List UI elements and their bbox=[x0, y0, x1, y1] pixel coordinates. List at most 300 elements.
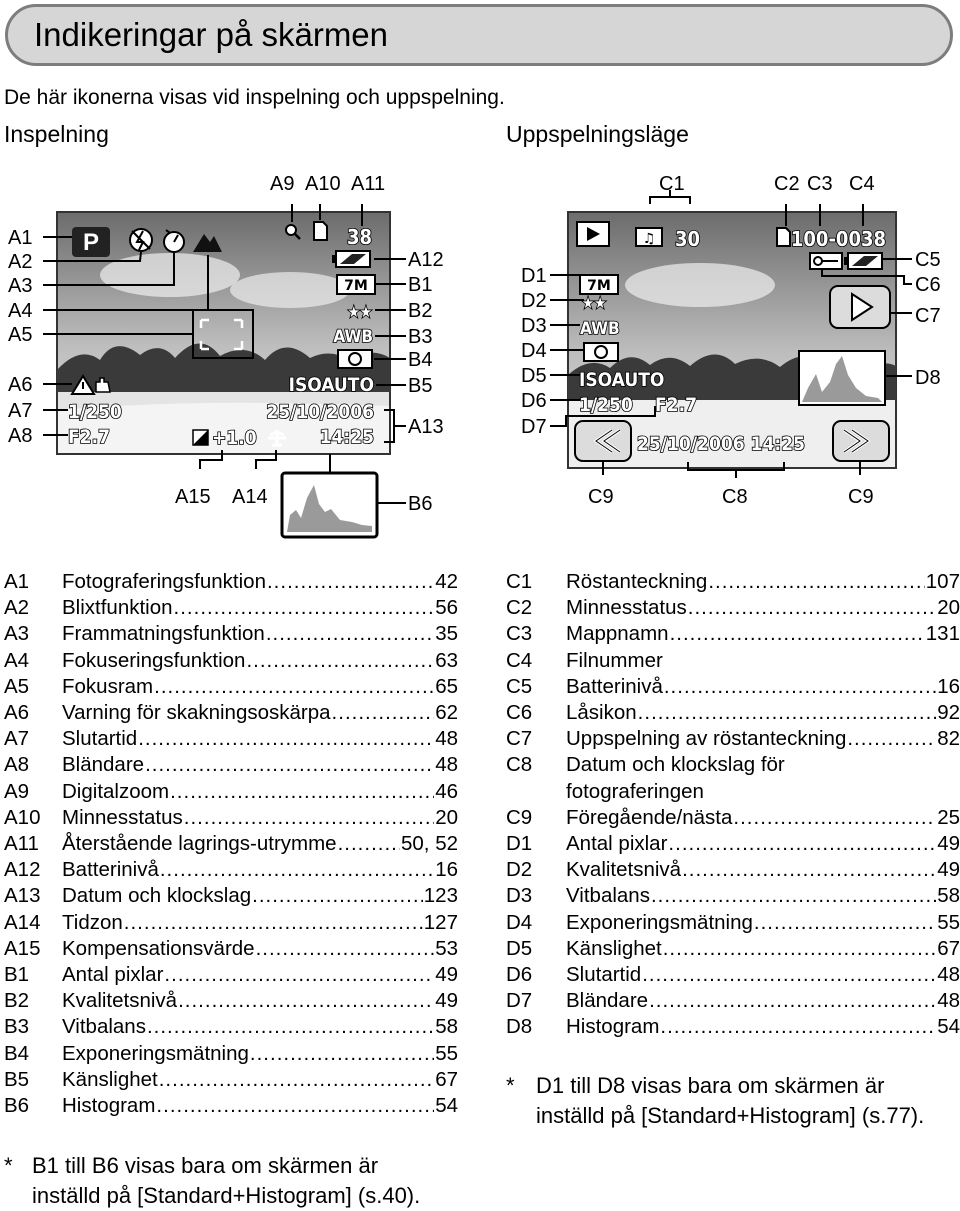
wb-value: AWB bbox=[333, 327, 373, 347]
legend-entry bbox=[62, 831, 458, 857]
legend-name: Varning för skakningsoskärpa bbox=[62, 701, 331, 724]
legend-entry bbox=[62, 569, 458, 595]
note-line: D1 till D8 visas bara om skärmen är bbox=[536, 1073, 885, 1098]
legend-item bbox=[506, 962, 960, 988]
legend-entry bbox=[62, 726, 458, 752]
legend-item bbox=[4, 700, 460, 726]
legend-item bbox=[506, 621, 960, 647]
legend-code: B4 bbox=[4, 1041, 30, 1065]
callout-B4: B4 bbox=[408, 349, 433, 371]
leader-dots bbox=[256, 936, 435, 962]
leader-dots bbox=[160, 857, 434, 883]
legend-code: A10 bbox=[4, 805, 41, 829]
legend-page: 127 bbox=[423, 910, 458, 934]
leader-dots bbox=[708, 569, 924, 595]
leader-dots bbox=[184, 805, 434, 831]
legend-entry bbox=[62, 805, 458, 831]
callout-A8: A8 bbox=[8, 425, 33, 447]
legend-name: Bländare bbox=[62, 753, 145, 777]
callout-A6: A6 bbox=[8, 374, 33, 396]
callout-C7: C7 bbox=[915, 305, 941, 327]
legend-page: 82 bbox=[937, 727, 960, 751]
legend-code: A12 bbox=[4, 858, 41, 882]
callout-A11: A11 bbox=[351, 173, 386, 195]
legend-entry bbox=[566, 857, 960, 883]
legend-name: Slutartid bbox=[566, 963, 642, 986]
callout-A14: A14 bbox=[232, 486, 268, 508]
legend-entry bbox=[566, 831, 960, 857]
leader-dots bbox=[156, 1093, 434, 1119]
legend-name: Batterinivå bbox=[62, 858, 159, 882]
legend-entry bbox=[62, 674, 458, 700]
playback-screen bbox=[521, 173, 941, 508]
legend-name: Fotograferingsfunktion bbox=[62, 570, 266, 593]
callout-A7: A7 bbox=[8, 400, 33, 422]
legend-entry bbox=[566, 595, 960, 621]
legend-entry bbox=[62, 779, 458, 805]
legend-item bbox=[4, 1093, 460, 1119]
leader-dots bbox=[663, 936, 936, 962]
legend-code: A8 bbox=[4, 753, 30, 777]
legend-entry bbox=[62, 752, 458, 778]
legend-name: Kvalitetsnivå bbox=[62, 989, 178, 1013]
section-heading-recording: Inspelning bbox=[4, 121, 109, 147]
legend-code: B1 bbox=[4, 963, 30, 986]
legend-entry bbox=[62, 883, 458, 909]
intro-text: De här ikonerna visas vid inspelning och uppspelning. bbox=[4, 86, 505, 109]
legend-entry bbox=[566, 726, 960, 752]
legend-name: Antal pixlar bbox=[566, 832, 668, 855]
datetime-value-playback: 25/10/2006 14:25 bbox=[637, 433, 805, 455]
legend-code: D3 bbox=[506, 884, 533, 908]
legend-page: 42 bbox=[435, 570, 458, 593]
callout-B3: B3 bbox=[408, 326, 433, 348]
callout-A9: A9 bbox=[270, 173, 295, 195]
legend-page: 67 bbox=[937, 936, 960, 960]
leader-dots bbox=[660, 1014, 936, 1040]
recording-screen bbox=[8, 173, 444, 537]
screen-diagrams bbox=[0, 160, 960, 550]
legend-code: D1 bbox=[506, 832, 533, 855]
legend-name: Röstanteckning bbox=[566, 570, 708, 593]
legend-page: 55 bbox=[435, 1041, 458, 1065]
legend-entry bbox=[62, 857, 458, 883]
leader-dots bbox=[164, 962, 434, 988]
shutter-value-playback: 1/250 bbox=[579, 394, 633, 416]
voice-play-button[interactable] bbox=[830, 286, 890, 328]
leader-dots bbox=[252, 883, 423, 909]
legend-code: C8 bbox=[506, 753, 533, 777]
legend-page: 49 bbox=[435, 989, 458, 1013]
note-line: B1 till B6 visas bara om skärmen är bbox=[32, 1153, 379, 1178]
legend-code: A3 bbox=[4, 622, 30, 646]
legend-page: 46 bbox=[435, 779, 458, 803]
legend-name: Frammatningsfunktion bbox=[62, 622, 265, 646]
callout-A13: A13 bbox=[408, 416, 444, 438]
legend-page: 49 bbox=[937, 832, 960, 855]
flash-off-icon bbox=[130, 229, 152, 251]
legend-page: 92 bbox=[937, 701, 960, 724]
page-title: Indikeringar på skärmen bbox=[34, 16, 389, 53]
legend-code: A1 bbox=[4, 570, 30, 593]
legend-page: 63 bbox=[435, 648, 458, 672]
svg-text:♫: ♫ bbox=[642, 231, 656, 247]
callout-D1: D1 bbox=[521, 265, 547, 287]
legend-code: B6 bbox=[4, 1094, 30, 1117]
ev-comp-icon bbox=[193, 430, 208, 445]
legend-code: A9 bbox=[4, 779, 30, 803]
legend-item bbox=[506, 910, 960, 936]
legend-code: A15 bbox=[4, 936, 41, 960]
legend-item bbox=[506, 726, 960, 752]
aperture-value: F2.7 bbox=[68, 426, 110, 448]
leader-dots bbox=[847, 726, 936, 752]
legend-name: Kvalitetsnivå bbox=[566, 858, 682, 882]
legend-page: 16 bbox=[435, 858, 458, 882]
leader-dots bbox=[124, 910, 423, 936]
leader-dots bbox=[649, 988, 936, 1014]
legend-name: Vitbalans bbox=[62, 1015, 146, 1039]
voice-memo-icon bbox=[636, 228, 662, 247]
legend-name: Blixtfunktion bbox=[62, 596, 173, 620]
legend-name: Slutartid bbox=[62, 727, 138, 751]
time-value: 14:25 bbox=[319, 426, 374, 448]
legend-page: 55 bbox=[937, 910, 960, 934]
legend-name: Exponeringsmätning bbox=[62, 1041, 249, 1065]
leader-dots bbox=[642, 962, 936, 988]
callout-C9-left: C9 bbox=[588, 486, 614, 508]
legend-item bbox=[4, 857, 460, 883]
metering-icon bbox=[338, 350, 372, 368]
legend-name: Minnesstatus bbox=[566, 596, 687, 620]
legend-name: Datum och klockslag bbox=[62, 884, 252, 908]
legend-code: B5 bbox=[4, 1067, 30, 1091]
legend-page: 131 bbox=[925, 622, 960, 646]
legend-name: Bländare bbox=[566, 989, 649, 1013]
legend-item bbox=[4, 962, 460, 988]
note-star: * bbox=[506, 1073, 515, 1098]
callout-D3: D3 bbox=[521, 315, 547, 337]
legend-item bbox=[4, 752, 460, 778]
legend-name: Återstående lagrings-utrymme bbox=[62, 832, 337, 855]
legend-item bbox=[506, 857, 960, 883]
legend-item bbox=[506, 700, 960, 726]
legend-entry bbox=[566, 621, 960, 647]
callout-B1: B1 bbox=[408, 274, 433, 296]
legend-page: 65 bbox=[435, 674, 458, 698]
callout-B2: B2 bbox=[408, 300, 433, 322]
legend-page: 16 bbox=[937, 674, 960, 698]
leader-dots bbox=[246, 648, 434, 674]
legend-entry bbox=[566, 988, 960, 1014]
callout-A4: A4 bbox=[8, 300, 33, 322]
legend-entry bbox=[62, 1067, 458, 1093]
callout-C5: C5 bbox=[915, 249, 941, 271]
shots-remaining-value: 38 bbox=[346, 225, 372, 249]
callout-A5: A5 bbox=[8, 324, 33, 346]
legend-code: D6 bbox=[506, 963, 533, 986]
pixels-value-playback: 7M bbox=[587, 278, 611, 294]
leader-dots bbox=[733, 805, 936, 831]
shooting-mode-label: P bbox=[82, 229, 100, 256]
note-playback bbox=[506, 1071, 956, 1131]
leader-dots bbox=[338, 831, 400, 857]
callout-C9-right: C9 bbox=[848, 486, 874, 508]
legend-entry bbox=[62, 910, 458, 936]
legend-page: 67 bbox=[435, 1067, 458, 1091]
ev-value: +1.0 bbox=[212, 427, 257, 449]
callout-A3: A3 bbox=[8, 275, 33, 297]
leader-dots bbox=[668, 831, 936, 857]
wb-value-playback: AWB bbox=[580, 319, 620, 339]
legend-page: 50, 52 bbox=[401, 832, 458, 855]
leader-dots bbox=[688, 595, 936, 621]
callout-C6: C6 bbox=[915, 274, 941, 296]
leader-dots bbox=[670, 621, 925, 647]
legend-entry bbox=[62, 1041, 458, 1067]
legend-code: A14 bbox=[4, 910, 41, 934]
legend-page: 49 bbox=[937, 858, 960, 882]
legend-entry bbox=[566, 752, 960, 778]
legend-entry bbox=[566, 569, 960, 595]
leader-dots bbox=[147, 1014, 434, 1040]
legend-code: C5 bbox=[506, 674, 533, 698]
legend-code: A7 bbox=[4, 727, 30, 751]
legend-code: D5 bbox=[506, 936, 533, 960]
legend-page: 20 bbox=[435, 805, 458, 829]
legend-code: C3 bbox=[506, 622, 533, 646]
callout-D2: D2 bbox=[521, 290, 547, 312]
pixels-value: 7M bbox=[344, 278, 368, 294]
memory-status-icon bbox=[314, 222, 327, 240]
leader-dots bbox=[682, 857, 936, 883]
legend-page: 53 bbox=[435, 936, 458, 960]
legend-entry bbox=[566, 1014, 960, 1040]
legend-code: B3 bbox=[4, 1015, 30, 1039]
callout-D8: D8 bbox=[915, 367, 941, 389]
memory-status-icon-playback bbox=[777, 228, 790, 246]
legend-entry bbox=[62, 595, 458, 621]
callout-B5: B5 bbox=[408, 375, 433, 397]
legend-item bbox=[4, 988, 460, 1014]
leader-dots bbox=[651, 883, 936, 909]
legend-name: Histogram bbox=[566, 1015, 660, 1039]
legend-code: C1 bbox=[506, 570, 533, 593]
callout-D6: D6 bbox=[521, 390, 547, 412]
legend-item bbox=[4, 648, 460, 674]
legend-code: C4 bbox=[506, 648, 533, 672]
legend-entry bbox=[62, 700, 458, 726]
legend-code: C6 bbox=[506, 701, 533, 724]
legend-item bbox=[4, 595, 460, 621]
legend-page: 56 bbox=[435, 596, 458, 620]
legend-entry bbox=[566, 648, 960, 674]
legend-item bbox=[4, 621, 460, 647]
legend-code: B2 bbox=[4, 989, 30, 1013]
legend-code: A2 bbox=[4, 596, 30, 620]
legend-entry bbox=[62, 988, 458, 1014]
legend-item bbox=[4, 910, 460, 936]
legend-page: 49 bbox=[435, 963, 458, 986]
legend-item bbox=[4, 1014, 460, 1040]
legend-page: 54 bbox=[435, 1094, 458, 1117]
legend-page: 48 bbox=[937, 989, 960, 1013]
legend-item bbox=[506, 752, 960, 778]
callout-D4: D4 bbox=[521, 340, 547, 362]
legend-page: 123 bbox=[423, 884, 458, 908]
metering-icon-playback bbox=[584, 343, 618, 361]
callout-C2: C2 bbox=[774, 173, 800, 195]
legend-page: 54 bbox=[937, 1015, 960, 1039]
legend-item bbox=[506, 595, 960, 621]
legend-name: Fokusram bbox=[62, 674, 154, 698]
legend-code: D7 bbox=[506, 989, 533, 1013]
legend-entry bbox=[566, 805, 960, 831]
legend-right bbox=[506, 569, 960, 1059]
leader-dots bbox=[174, 595, 435, 621]
legend-entry bbox=[62, 648, 458, 674]
date-value: 25/10/2006 bbox=[266, 401, 374, 423]
legend-item bbox=[506, 988, 960, 1014]
legend-page: 58 bbox=[435, 1015, 458, 1039]
callout-A15: A15 bbox=[175, 486, 211, 508]
legend-left bbox=[4, 569, 460, 1129]
leader-dots bbox=[754, 910, 936, 936]
legend-entry bbox=[566, 674, 960, 700]
next-button[interactable] bbox=[833, 421, 889, 461]
battery-level-icon-playback bbox=[844, 253, 882, 269]
leader-dots bbox=[332, 700, 435, 726]
legend-item bbox=[4, 883, 460, 909]
callout-C8: C8 bbox=[722, 486, 748, 508]
title-bar bbox=[5, 4, 953, 66]
leader-dots bbox=[250, 1041, 434, 1067]
callout-C4: C4 bbox=[849, 173, 875, 195]
note-line: inställd på [Standard+Histogram] (s.40). bbox=[32, 1183, 421, 1208]
legend-name: Filnummer bbox=[566, 648, 663, 672]
legend-name: Känslighet bbox=[62, 1067, 158, 1091]
legend-code: A5 bbox=[4, 674, 30, 698]
legend-entry bbox=[62, 621, 458, 647]
callout-C1: C1 bbox=[659, 173, 685, 195]
legend-name: Histogram bbox=[62, 1094, 156, 1117]
legend-entry bbox=[566, 700, 960, 726]
battery-level-icon bbox=[332, 251, 370, 267]
callout-C3: C3 bbox=[807, 173, 833, 195]
legend-entry bbox=[62, 936, 458, 962]
legend-page: 48 bbox=[937, 963, 960, 986]
previous-button[interactable] bbox=[575, 421, 631, 461]
legend-code: A11 bbox=[4, 832, 39, 855]
legend-entry bbox=[566, 883, 960, 909]
play-mode-icon bbox=[577, 222, 609, 246]
legend-item bbox=[4, 831, 460, 857]
legend-entry bbox=[566, 936, 960, 962]
legend-item bbox=[4, 1041, 460, 1067]
legend-entry bbox=[566, 962, 960, 988]
callout-B6: B6 bbox=[408, 493, 433, 515]
legend-item bbox=[506, 674, 960, 700]
legend-item bbox=[4, 726, 460, 752]
legend-name: Minnesstatus bbox=[62, 805, 183, 829]
legend-page: 48 bbox=[435, 753, 458, 777]
legend-entry bbox=[62, 962, 458, 988]
callout-A10: A10 bbox=[305, 173, 341, 195]
quality-value: ★★ bbox=[347, 303, 372, 321]
legend-item bbox=[506, 831, 960, 857]
aperture-value-playback: F2.7 bbox=[655, 394, 697, 416]
legend-name: fotograferingen bbox=[566, 779, 704, 803]
leader-dots bbox=[267, 569, 434, 595]
legend-page: 25 bbox=[937, 805, 960, 829]
legend-entry bbox=[62, 1093, 458, 1119]
legend-code: A6 bbox=[4, 701, 30, 724]
leader-dots bbox=[159, 1067, 434, 1093]
note-star: * bbox=[4, 1153, 13, 1178]
legend-name: Antal pixlar bbox=[62, 963, 164, 986]
legend-item bbox=[4, 805, 460, 831]
legend-item bbox=[506, 805, 960, 831]
legend-item bbox=[4, 1067, 460, 1093]
legend-name: Mappnamn bbox=[566, 622, 669, 646]
legend-item bbox=[506, 1014, 960, 1040]
lock-icon bbox=[810, 253, 842, 269]
legend-name: Känslighet bbox=[566, 936, 662, 960]
legend-name: Digitalzoom bbox=[62, 779, 170, 803]
callout-D7: D7 bbox=[521, 416, 547, 438]
iso-value-playback: ISOAUTO bbox=[579, 369, 665, 391]
leader-dots bbox=[138, 726, 434, 752]
leader-dots bbox=[178, 988, 434, 1014]
legend-name: Tidzon bbox=[62, 910, 123, 934]
legend-name: Låsikon bbox=[566, 701, 637, 724]
legend-code: A4 bbox=[4, 648, 30, 672]
legend-code: D2 bbox=[506, 858, 533, 882]
legend-page: 107 bbox=[925, 570, 960, 593]
legend-name: Uppspelning av röstanteckning bbox=[566, 727, 847, 751]
legend-item bbox=[4, 936, 460, 962]
section-heading-playback: Uppspelningsläge bbox=[506, 121, 689, 147]
callout-A12: A12 bbox=[408, 249, 444, 271]
legend-name: Fokuseringsfunktion bbox=[62, 648, 246, 672]
legend-item bbox=[4, 569, 460, 595]
folder-file-value: 100-0038 bbox=[790, 227, 886, 251]
note-recording bbox=[4, 1151, 504, 1211]
legend-name: Datum och klockslag för bbox=[566, 753, 785, 777]
callout-A2: A2 bbox=[8, 251, 33, 273]
histogram-inset-playback bbox=[799, 351, 885, 405]
legend-item bbox=[4, 779, 460, 805]
legend-page: 20 bbox=[937, 596, 960, 620]
callout-A1: A1 bbox=[8, 227, 33, 249]
leader-dots bbox=[145, 752, 434, 778]
leader-dots bbox=[170, 779, 434, 805]
legend-page: 35 bbox=[435, 622, 458, 646]
shutter-value: 1/250 bbox=[68, 401, 122, 423]
legend-name: Föregående/nästa bbox=[566, 805, 733, 829]
legend-entry bbox=[62, 1014, 458, 1040]
legend-code: C9 bbox=[506, 805, 533, 829]
leader-dots bbox=[266, 621, 434, 647]
legend-page: 62 bbox=[435, 701, 458, 724]
legend-item bbox=[506, 648, 960, 674]
legend-name: Exponeringsmätning bbox=[566, 910, 753, 934]
leader-dots bbox=[154, 674, 434, 700]
legend-code: D8 bbox=[506, 1015, 533, 1039]
legend-page: 58 bbox=[937, 884, 960, 908]
iso-value: ISOAUTO bbox=[288, 374, 374, 396]
legend-entry bbox=[566, 910, 960, 936]
